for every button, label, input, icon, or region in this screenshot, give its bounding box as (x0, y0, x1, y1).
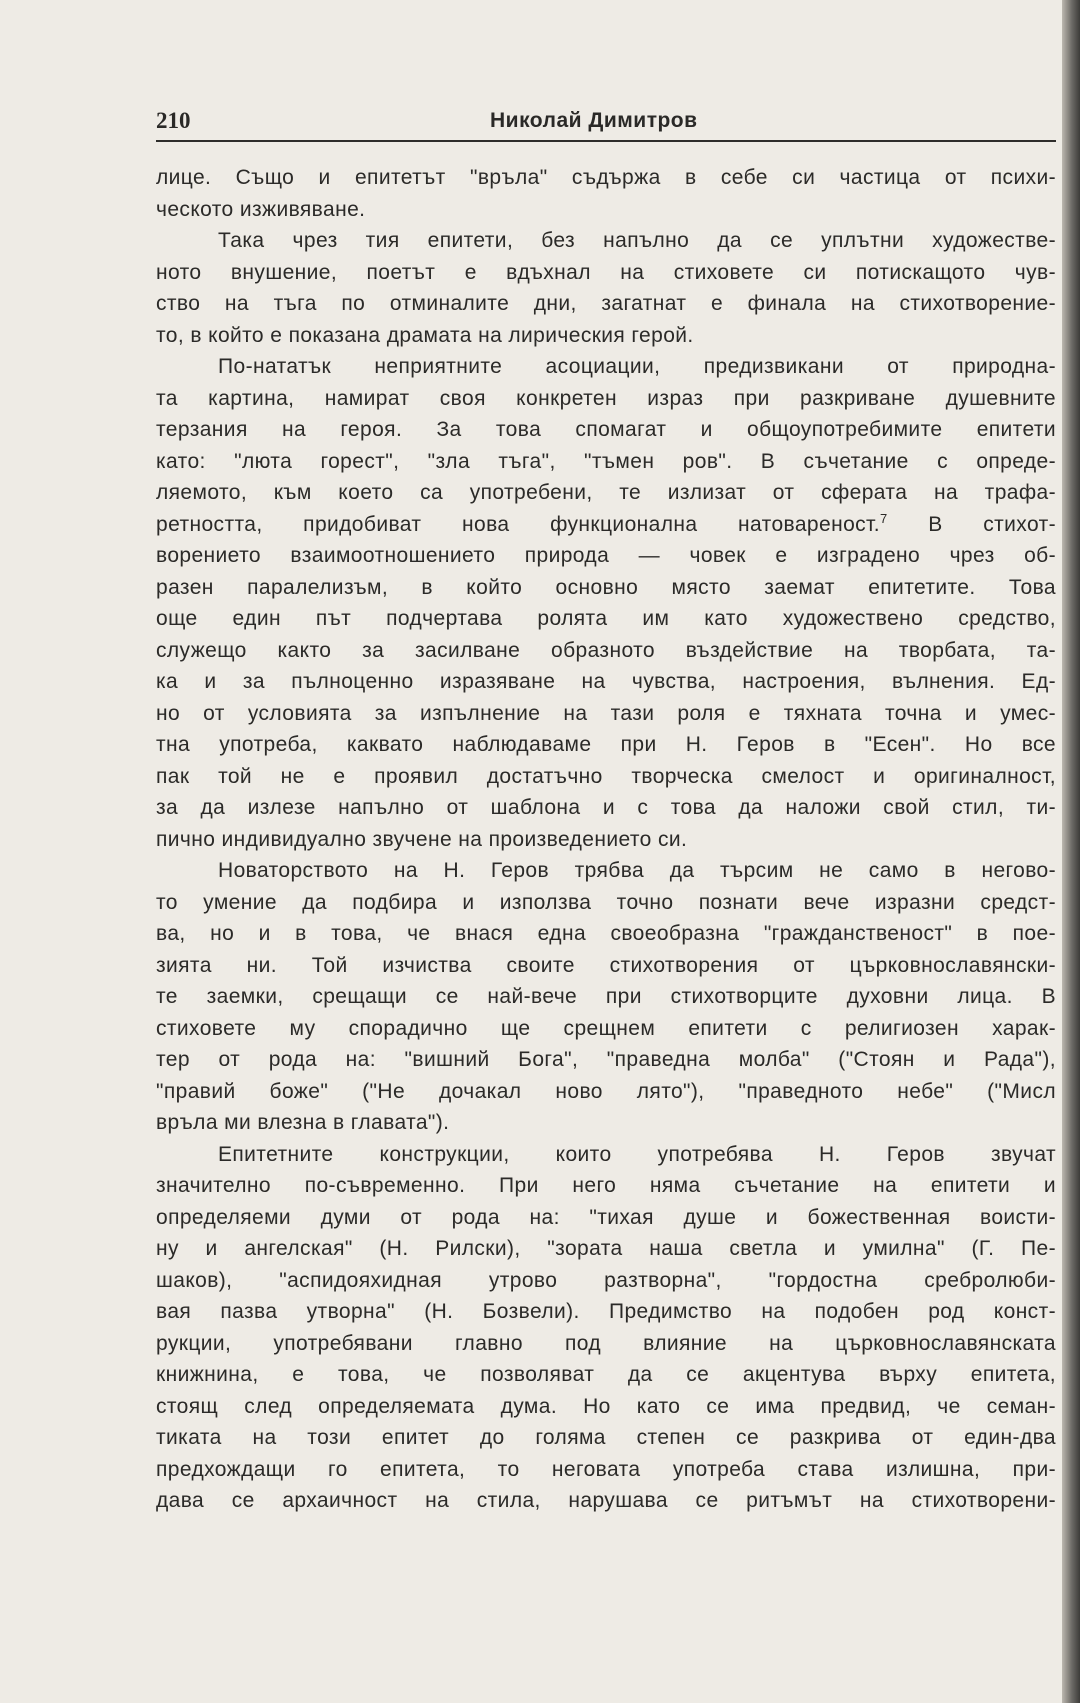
text-line-content: то, в който е показана драмата на лирическия герой. (156, 323, 694, 347)
text-line-content: още един път подчертава ролята им като художествено средство, (156, 607, 1056, 630)
text-line-content: вая пазва утворна" (Н. Бозвели). Предимство на подобен род конст- (156, 1300, 1056, 1323)
text-line (156, 918, 1056, 950)
text-line (156, 1422, 1056, 1454)
text-line-content: пично индивидуално звучене на произведението си. (156, 827, 688, 851)
running-head-author: Николай Димитров (490, 109, 698, 132)
text-line (156, 981, 1056, 1013)
text-line-content: лице. Също и епитетът "връла" съдържа в себе си частица от психи- (156, 166, 1056, 189)
text-line (156, 729, 1056, 761)
text-line-content: ното внушение, поетът е вдъхнал на стиховете си потискащото чув- (156, 260, 1056, 284)
text-line (156, 288, 1056, 320)
text-line (156, 1328, 1056, 1360)
text-line-content: но от условията за изпълнение на тази роля е тяхната точна и умес- (156, 701, 1056, 725)
text-line (156, 635, 1056, 667)
text-line (156, 1044, 1056, 1076)
text-line-content: предхождащи го епитета, то неговата употреба става излишна, при- (156, 1457, 1056, 1481)
text-line-content: ческото изживяване. (156, 197, 366, 221)
text-line (156, 1139, 1056, 1171)
text-line (156, 666, 1056, 698)
text-line-content: ство на тъга по отминалите дни, загатнат е финала на стихотворение- (156, 292, 1056, 315)
text-line-content: връла ми влезна в главата"). (156, 1111, 450, 1134)
text-line (156, 1296, 1056, 1328)
text-line (156, 477, 1056, 509)
text-line-content: ворението взаимоотношението природа — човек е изградено чрез об- (156, 544, 1056, 567)
text-line-content: значително по-съвременно. При него няма съчетание на епитети и (156, 1174, 1056, 1197)
text-line-content: разен паралелизъм, в който основно място заемат епитетите. Това (156, 575, 1056, 599)
text-line-content: за да излезе напълно от шаблона и с това да наложи свой стил, ти- (156, 796, 1056, 819)
text-line-content: ляемото, към което са употребени, те излизат от сферата на трафа- (156, 481, 1056, 504)
text-line-content: зията ни. Той изчиства своите стихотворения от църковнославянски- (156, 953, 1056, 977)
text-line-content: стоящ след определяемата дума. Но като се има предвид, че семан- (156, 1394, 1056, 1418)
text-line (156, 540, 1056, 572)
text-line-content: то умение да подбира и използва точно познати вече изразни средст- (156, 890, 1056, 914)
page (156, 100, 1056, 1517)
text-line (156, 1391, 1056, 1423)
text-line-content: терзания на героя. За това спомагат и общоупотребимите епитети (156, 418, 1056, 441)
text-line-content: служещо както за засилване образното въздействие на творбата, та- (156, 638, 1056, 662)
text-line-content: ну и ангелская" (Н. Рилски), "зората наша светла и умилна" (Г. Пе- (156, 1237, 1056, 1260)
text-line-content: "правий боже" ("Не дочакал ново лято"), "праведното небе" ("Мисл (156, 1079, 1056, 1103)
text-line-content: По-нататък неприятните асоциации, предизвикани от природна- (218, 355, 1056, 378)
text-line-content: Епитетните конструкции, които употребява Н. Геров звучат (218, 1142, 1056, 1166)
text-line-content: като: "люта горест", "зла тъга", "тъмен ров". В съчетание с опреде- (156, 449, 1056, 473)
text-line (156, 225, 1056, 257)
text-line (156, 1013, 1056, 1045)
text-line (156, 603, 1056, 635)
footnote-marker[interactable]: 7 (880, 510, 888, 526)
text-line (156, 824, 1056, 856)
text-line (156, 1170, 1056, 1202)
text-line (156, 1265, 1056, 1297)
text-line (156, 1107, 1056, 1139)
text-line-content: рукции, употребявани главно под влияние на църковнославянската (156, 1331, 1056, 1355)
text-line (156, 572, 1056, 604)
text-line (156, 383, 1056, 415)
text-line (156, 1076, 1056, 1108)
text-line (156, 698, 1056, 730)
text-line (156, 950, 1056, 982)
text-line-content: тер от рода на: "вишний Бога", "праведна молба" ("Стоян и Рада"), (156, 1048, 1056, 1071)
page-number: 210 (156, 108, 191, 133)
text-line-content: Новаторството на Н. Геров трябва да търсим не само в негово- (218, 859, 1056, 882)
text-line (156, 1202, 1056, 1234)
text-line-content: те заемки, срещащи се най-вече при стихотворците духовни лица. В (156, 985, 1056, 1008)
page-header (156, 100, 1056, 142)
body-text (156, 162, 1056, 1517)
text-line-content: стиховете му спорадично ще срещнем епитети с религиозен харак- (156, 1016, 1056, 1040)
text-line (156, 1485, 1056, 1517)
text-line (156, 509, 1056, 541)
text-line (156, 761, 1056, 793)
text-line (156, 414, 1056, 446)
text-line-content: Така чрез тия епитети, без напълно да се уплътни художестве- (218, 229, 1056, 252)
text-line (156, 887, 1056, 919)
text-line-content: книжнина, е това, че позволяват да се акцентува върху епитета, (156, 1363, 1056, 1386)
book-spine-shadow (1062, 0, 1080, 1703)
text-line (156, 320, 1056, 352)
text-line (156, 194, 1056, 226)
text-line (156, 257, 1056, 289)
text-line (156, 792, 1056, 824)
text-line-content: определяеми думи от рода на: "тихая душе и божественная воисти- (156, 1205, 1056, 1229)
text-line-content: дава се архаичност на стила, нарушава се ритъмът на стихотворени- (156, 1489, 1056, 1512)
text-line-content: ретността, придобиват нова функционална натовареност. (156, 512, 880, 536)
text-line-content: тиката на този епитет до голяма степен се разкрива от един-два (156, 1426, 1056, 1449)
text-line (156, 351, 1056, 383)
text-line-content: пак той не е проявил достатъчно творческа смелост и оригиналност, (156, 764, 1056, 788)
text-line (156, 1233, 1056, 1265)
text-line (156, 1359, 1056, 1391)
text-line (156, 1454, 1056, 1486)
text-line-content: ва, но и в това, че внася една своеобразна "гражданственост" в пое- (156, 922, 1056, 945)
text-line (156, 446, 1056, 478)
text-line-content: ка и за пълноценно изразяване на чувства, настроения, вълнения. Ед- (156, 670, 1056, 693)
text-line-content: шаков), "аспидояхидная утрово разтворна", "гордостна сребролюби- (156, 1268, 1056, 1292)
text-line-content: та картина, намират своя конкретен израз при разкриване душевните (156, 386, 1056, 410)
text-line (156, 855, 1056, 887)
text-line-content: тна употреба, каквато наблюдаваме при Н. Геров в "Есен". Но все (156, 733, 1056, 756)
text-line-continuation: В стихот- (887, 512, 1056, 536)
text-line (156, 162, 1056, 194)
